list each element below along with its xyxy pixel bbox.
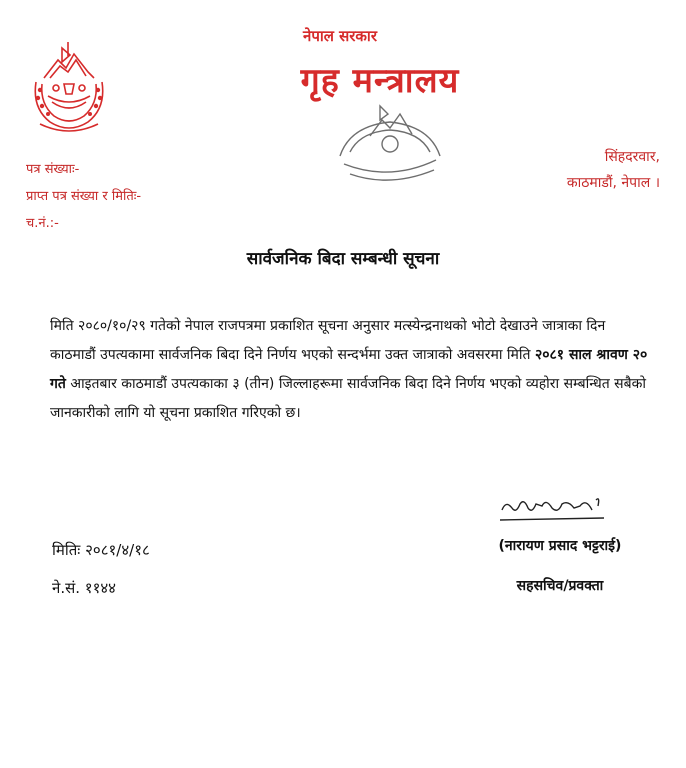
- notice-body-part-2: आइतबार काठमाडौं उपत्यकाका ३ (तीन) जिल्लाहरूमा सार्वजनिक बिदा दिने निर्णय भएको व्यहोरा सम्बन्धित सबैको जानकारीको लागि यो सूचना प्रकाशित गरिएको छ।: [50, 376, 646, 421]
- signature-image: [496, 488, 606, 528]
- ministry-title: गृह मन्त्रालय: [300, 61, 460, 101]
- letter-number-label: पत्र संख्याः-: [26, 162, 80, 177]
- government-label: नेपाल सरकार: [303, 27, 377, 45]
- nepal-emblem-icon: [26, 38, 112, 134]
- signatory-designation: सहसचिव/प्रवक्ता: [516, 578, 604, 594]
- nepal-samvat-date: ने.सं. ११४४: [52, 579, 116, 597]
- reference-block: [26, 156, 141, 237]
- address-line-1: सिंहदरवार,: [604, 149, 660, 165]
- notice-subject: सार्वजनिक बिदा सम्बन्धी सूचना: [246, 249, 440, 269]
- address-line-2: काठमाडौं, नेपाल ।: [566, 175, 660, 191]
- dispatch-number-label: च.नं.:-: [26, 216, 59, 231]
- ministry-seal-icon: [330, 86, 450, 186]
- notice-date: मितिः २०८१/४/१८: [52, 541, 150, 559]
- signatory-name: (नारायण प्रसाद भट्टराई): [498, 538, 622, 554]
- received-letter-label: प्राप्त पत्र संख्या र मितिः-: [26, 189, 142, 204]
- notice-body-part-1: मिति २०८०/१०/२९ गतेको नेपाल राजपत्रमा प्रकाशित सूचना अनुसार मत्स्येन्द्रनाथको भोटो देखाउने जात्राका दिन काठमाडौं उपत्यकामा सार्वजनिक बिदा दिने निर्णय भएको सन्दर्भमा उक्त जात्राको अवसरमा मिति: [50, 318, 606, 363]
- notice-body: [50, 312, 650, 428]
- office-address: [480, 144, 660, 196]
- notice-body-date-highlight: २०८१ साल श्रावण २० गते: [50, 347, 648, 392]
